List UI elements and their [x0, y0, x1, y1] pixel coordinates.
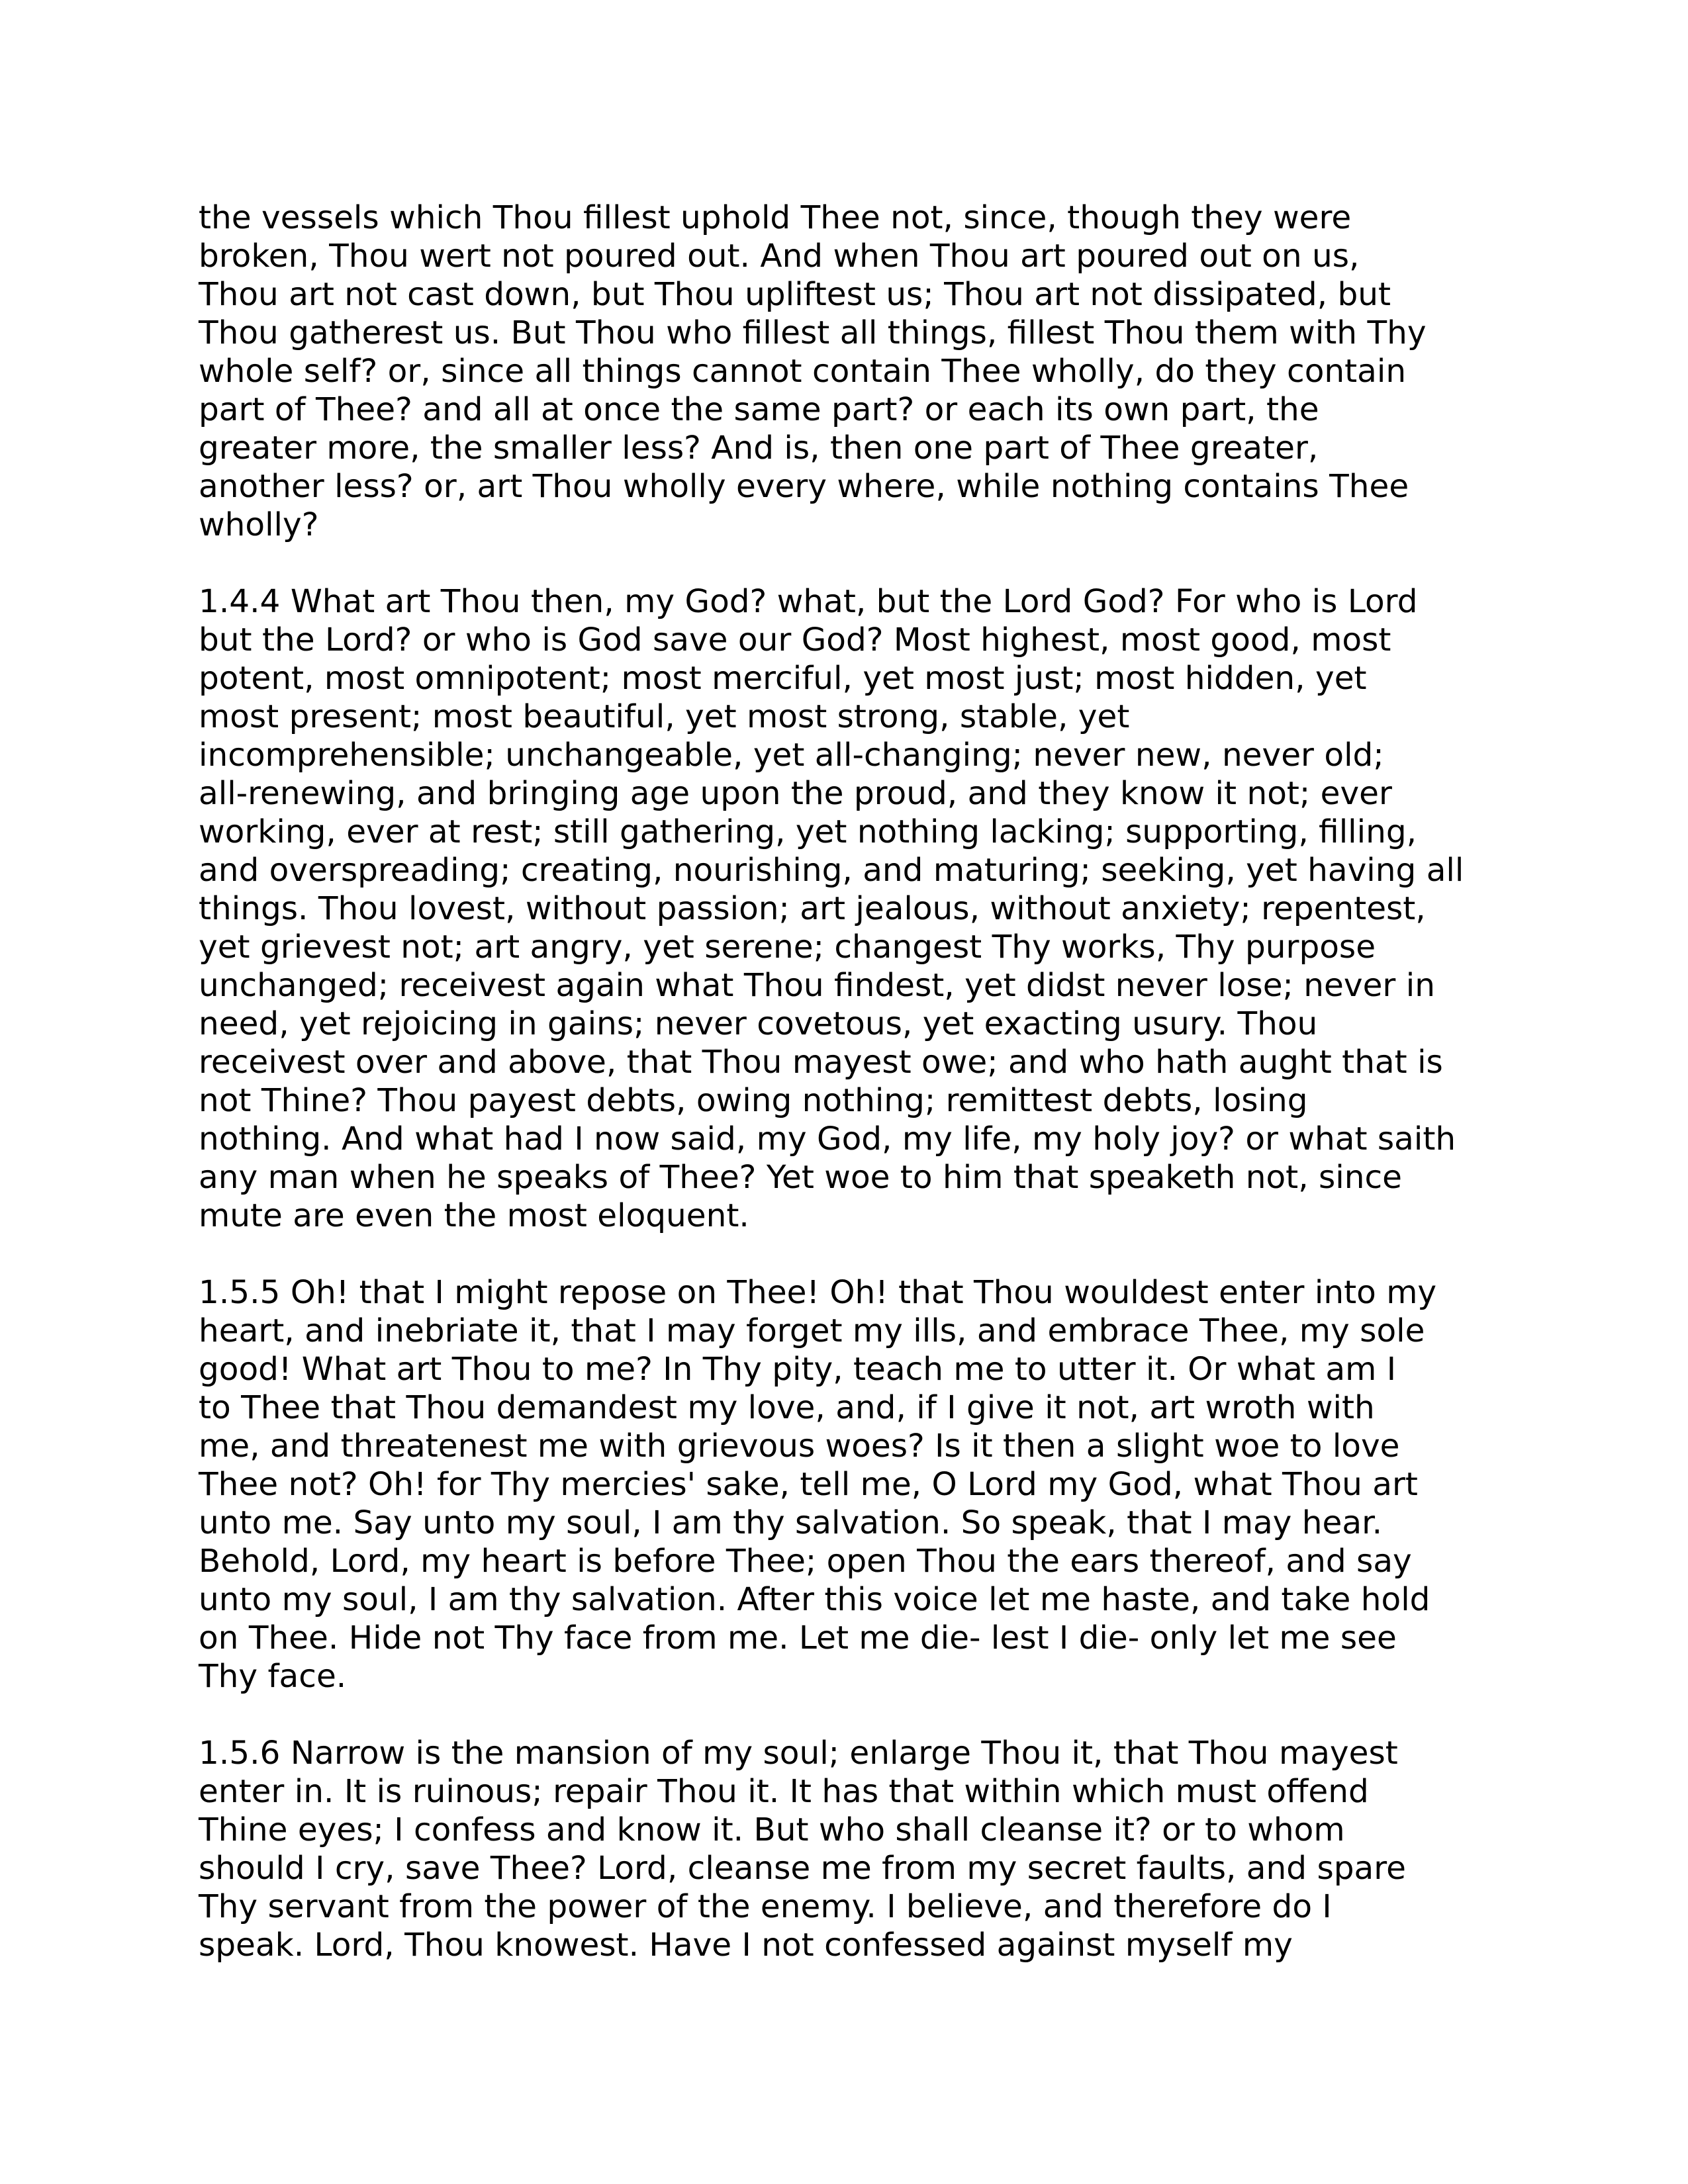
text-line: Thy face.	[199, 1658, 347, 1695]
text-line: not Thine? Thou payest debts, owing nothing; remittest debts, losing	[199, 1082, 1308, 1119]
text-line: speak. Lord, Thou knowest. Have I not confessed against myself my	[199, 1927, 1293, 1964]
text-line: 1.4.4 What art Thou then, my God? what, but the Lord God? For who is Lord	[199, 583, 1418, 620]
paragraph-1-5-6	[199, 1734, 1489, 1964]
text-line: wholly?	[199, 506, 319, 543]
text-line: part of Thee? and all at once the same part? or each its own part, the	[199, 391, 1319, 428]
text-line: greater more, the smaller less? And is, then one part of Thee greater,	[199, 430, 1319, 467]
text-line: Thou gatherest us. But Thou who fillest all things, fillest Thou them with Thy	[199, 314, 1427, 351]
text-line: heart, and inebriate it, that I may forget my ills, and embrace Thee, my sole	[199, 1312, 1425, 1349]
text-line: receivest over and above, that Thou mayest owe; and who hath aught that is	[199, 1044, 1443, 1081]
text-line: things. Thou lovest, without passion; art jealous, without anxiety; repentest,	[199, 890, 1426, 927]
text-line: yet grievest not; art angry, yet serene; changest Thy works, Thy purpose	[199, 929, 1376, 966]
text-line: Thine eyes; I confess and know it. But who shall cleanse it? or to whom	[199, 1811, 1345, 1848]
text-line: good! What art Thou to me? In Thy pity, teach me to utter it. Or what am I	[199, 1351, 1397, 1388]
text-line: any man when he speaks of Thee? Yet woe to him that speaketh not, since	[199, 1159, 1403, 1196]
text-line: the vessels which Thou fillest uphold Thee not, since, though they were	[199, 199, 1352, 236]
text-line: should I cry, save Thee? Lord, cleanse me from my secret faults, and spare	[199, 1850, 1406, 1887]
paragraph-1-4-4	[199, 582, 1489, 1235]
text-line: unchanged; receivest again what Thou findest, yet didst never lose; never in	[199, 967, 1435, 1004]
document-page	[199, 199, 1489, 2003]
text-line: 1.5.6 Narrow is the mansion of my soul; enlarge Thou it, that Thou mayest	[199, 1735, 1398, 1772]
paragraph-1	[199, 199, 1489, 544]
text-line: me, and threatenest me with grievous woes? Is it then a slight woe to love	[199, 1428, 1400, 1465]
paragraph-1-5-5	[199, 1273, 1489, 1696]
text-line: but the Lord? or who is God save our God? Most highest, most good, most	[199, 621, 1391, 659]
text-line: most present; most beautiful, yet most strong, stable, yet	[199, 698, 1130, 735]
text-line: broken, Thou wert not poured out. And when Thou art poured out on us,	[199, 238, 1360, 275]
text-line: on Thee. Hide not Thy face from me. Let me die- lest I die- only let me see	[199, 1619, 1397, 1657]
text-line: need, yet rejoicing in gains; never covetous, yet exacting usury. Thou	[199, 1005, 1318, 1042]
text-line: nothing. And what had I now said, my God, my life, my holy joy? or what saith	[199, 1120, 1456, 1158]
text-line: all-renewing, and bringing age upon the proud, and they know it not; ever	[199, 775, 1392, 812]
text-line: and overspreading; creating, nourishing, and maturing; seeking, yet having all	[199, 852, 1464, 889]
text-line: Thee not? Oh! for Thy mercies' sake, tell me, O Lord my God, what Thou art	[199, 1466, 1418, 1503]
text-line: unto my soul, I am thy salvation. After this voice let me haste, and take hold	[199, 1581, 1430, 1618]
text-line: Thy servant from the power of the enemy. I believe, and therefore do I	[199, 1888, 1332, 1925]
text-line: enter in. It is ruinous; repair Thou it. It has that within which must offend	[199, 1773, 1369, 1810]
text-line: mute are even the most eloquent.	[199, 1197, 749, 1234]
text-line: unto me. Say unto my soul, I am thy salvation. So speak, that I may hear.	[199, 1504, 1382, 1541]
text-line: Behold, Lord, my heart is before Thee; open Thou the ears thereof, and say	[199, 1543, 1412, 1580]
text-line: to Thee that Thou demandest my love, and, if I give it not, art wroth with	[199, 1389, 1375, 1426]
text-line: working, ever at rest; still gathering, yet nothing lacking; supporting, filling,	[199, 813, 1417, 850]
text-line: Thou art not cast down, but Thou upliftest us; Thou art not dissipated, but	[199, 276, 1391, 313]
text-line: another less? or, art Thou wholly every where, while nothing contains Thee	[199, 468, 1409, 505]
text-line: whole self? or, since all things cannot contain Thee wholly, do they contain	[199, 353, 1407, 390]
text-line: incomprehensible; unchangeable, yet all-changing; never new, never old;	[199, 737, 1384, 774]
text-line: 1.5.5 Oh! that I might repose on Thee! Oh! that Thou wouldest enter into my	[199, 1274, 1437, 1311]
text-line: potent, most omnipotent; most merciful, yet most just; most hidden, yet	[199, 660, 1367, 697]
